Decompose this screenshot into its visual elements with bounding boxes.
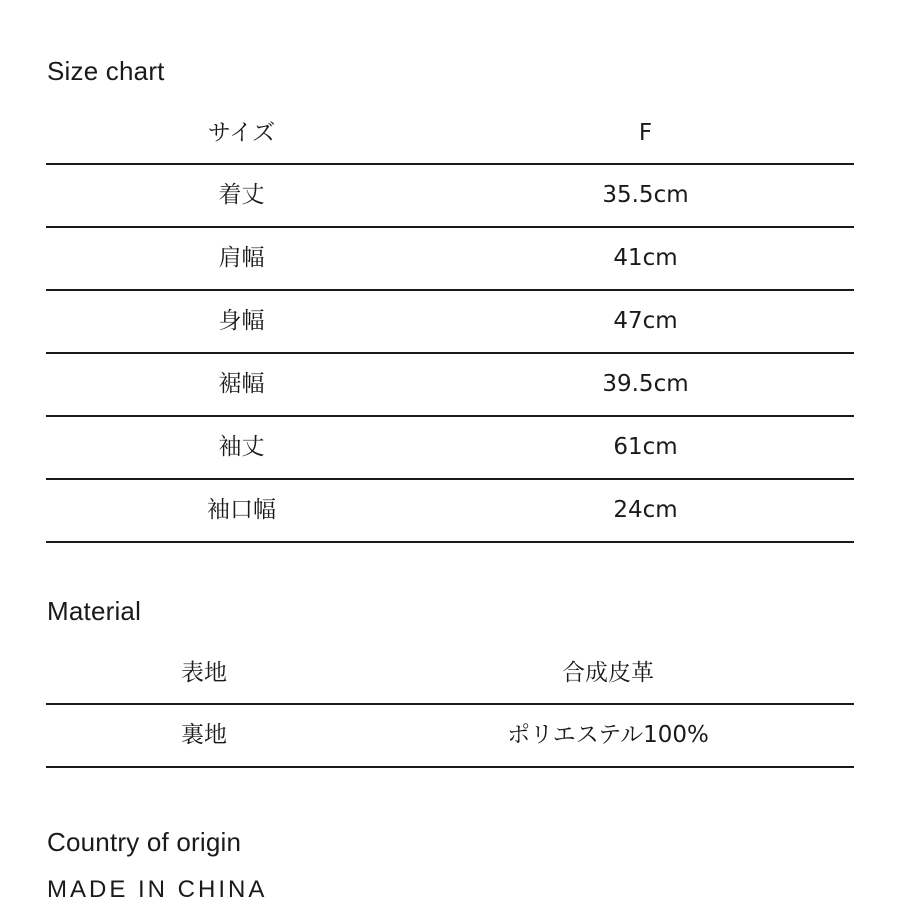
table-row <box>46 164 854 227</box>
measurement-label: 袖口幅 <box>46 479 437 542</box>
table-row <box>46 479 854 542</box>
size-chart-table <box>46 103 854 543</box>
table-row <box>46 227 854 290</box>
material-label: 表地 <box>46 643 362 704</box>
measurement-value: 41cm <box>437 227 854 290</box>
measurement-value: 47cm <box>437 290 854 353</box>
table-row <box>46 416 854 479</box>
size-chart-title: Size chart <box>47 56 165 86</box>
table-row <box>46 643 854 704</box>
country-of-origin-title: Country of origin <box>47 827 242 857</box>
measurement-value: 61cm <box>437 416 854 479</box>
table-row <box>46 290 854 353</box>
size-header-label: サイズ <box>46 103 437 164</box>
measurement-value: 35.5cm <box>437 164 854 227</box>
table-row <box>46 353 854 416</box>
material-value: ポリエステル100% <box>362 704 854 767</box>
material-table <box>46 643 854 768</box>
table-row <box>46 704 854 767</box>
material-value: 合成皮革 <box>362 643 854 704</box>
material-title: Material <box>47 596 142 626</box>
size-chart-header-row <box>46 103 854 164</box>
size-header-value: F <box>437 103 854 164</box>
measurement-label: 袖丈 <box>46 416 437 479</box>
measurement-label: 裾幅 <box>46 353 437 416</box>
measurement-value: 39.5cm <box>437 353 854 416</box>
country-of-origin-value: MADE IN CHINA <box>47 876 268 903</box>
measurement-label: 肩幅 <box>46 227 437 290</box>
measurement-value: 24cm <box>437 479 854 542</box>
measurement-label: 着丈 <box>46 164 437 227</box>
measurement-label: 身幅 <box>46 290 437 353</box>
material-label: 裏地 <box>46 704 362 767</box>
